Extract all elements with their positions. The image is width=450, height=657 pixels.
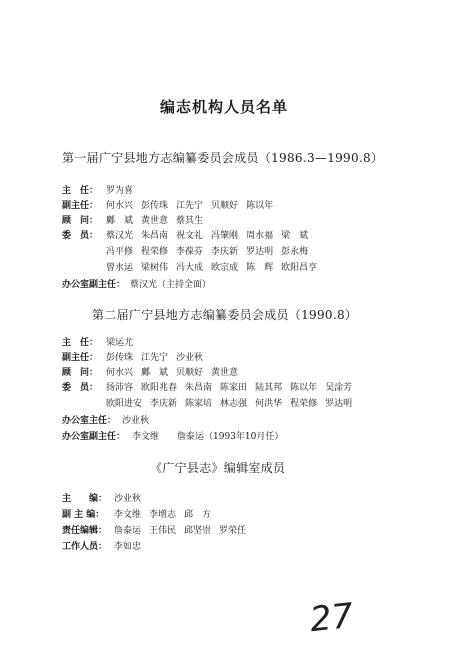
name: 陈 辉 — [246, 263, 274, 273]
name: 梁树伟 — [141, 263, 169, 273]
name: 冯肇刚 — [211, 231, 239, 241]
second-office-zr-label: 办公室主任： — [62, 416, 117, 426]
name: 沙业秋 — [176, 353, 204, 363]
name: 梁 斌 — [281, 231, 309, 241]
zhubian-label: 主 编： — [62, 494, 108, 504]
zhubian-name: 沙业秋 — [114, 494, 142, 504]
name: 欧阳昌亨 — [281, 263, 318, 273]
name: 李葆芬 — [176, 247, 204, 257]
second-fu-label: 副主任： — [62, 353, 99, 363]
name: 陈以年 — [246, 201, 274, 211]
name: 陈家培 — [185, 399, 213, 409]
gongzuo-label: 工作人员： — [62, 542, 108, 552]
first-weiyuan-names-3 — [106, 264, 325, 273]
name: 吴涂芳 — [325, 383, 353, 393]
first-office-name: 蔡汉光（主持全面） — [130, 280, 212, 290]
name: 黄世意 — [141, 216, 169, 226]
name: 邱坚崇 — [184, 526, 212, 536]
first-zhuren-label: 主 任： — [62, 186, 99, 196]
first-fu-names — [106, 202, 281, 211]
second-guwen-names — [106, 369, 246, 378]
name: 周水福 — [246, 231, 274, 241]
name: 曾水运 — [106, 263, 134, 273]
second-office-fu-label: 办公室副主任： — [62, 432, 126, 442]
gongzuo-name: 李如忠 — [114, 542, 142, 552]
name: 贝顺好 — [176, 368, 204, 378]
name: 欧阳进安 — [106, 399, 143, 409]
second-zhuren-name: 梁运尤 — [106, 338, 134, 348]
first-office-label: 办公室副主任： — [62, 280, 126, 290]
name: 陆其邦 — [255, 383, 283, 393]
name: 罗荣任 — [219, 526, 247, 536]
first-weiyuan-names-1 — [106, 232, 316, 241]
first-guwen-names — [106, 217, 211, 226]
name: 李庆新 — [150, 399, 178, 409]
second-weiyuan-names-2 — [106, 400, 360, 409]
name: 何水兴 — [106, 368, 134, 378]
name: 祝文礼 — [176, 231, 204, 241]
name: 欧阳兆春 — [141, 383, 178, 393]
name: 扬沛容 — [106, 383, 134, 393]
name: 罗达明 — [246, 247, 274, 257]
name: 程荣修 — [290, 399, 318, 409]
handwritten-page-number: 27 — [308, 595, 356, 641]
zeren-names — [114, 527, 254, 536]
name: 贝顺好 — [211, 201, 239, 211]
second-weiyuan-names-1 — [106, 384, 360, 393]
name: 冯平修 — [106, 247, 134, 257]
name: 彭传珠 — [141, 201, 169, 211]
second-weiyuan-label: 委 员： — [62, 383, 99, 393]
name: 李增志 — [149, 510, 177, 520]
second-committee-heading: 第二届广宁县地方志编纂委员会成员（1990.8） — [92, 308, 358, 322]
second-guwen-label: 顾 问： — [62, 368, 99, 378]
name: 陈以年 — [290, 383, 318, 393]
name: 彭传珠 — [106, 353, 134, 363]
fuzhubian-names — [114, 511, 219, 520]
name: 黄世意 — [211, 368, 239, 378]
first-weiyuan-names-2 — [106, 248, 316, 257]
name: 蔡其生 — [176, 216, 204, 226]
name: 詹泰运 — [114, 526, 142, 536]
name: 李庆新 — [211, 247, 239, 257]
name: 江先宁 — [176, 201, 204, 211]
first-fu-label: 副主任： — [62, 201, 99, 211]
first-guwen-label: 顾 问： — [62, 216, 99, 226]
name: 鄺 斌 — [106, 216, 134, 226]
name: 何洪华 — [255, 399, 283, 409]
name: 鄺 斌 — [141, 368, 169, 378]
name: 程荣修 — [141, 247, 169, 257]
name: 蔡汉光 — [106, 231, 134, 241]
name: 邱 方 — [184, 510, 212, 520]
second-zhuren-label: 主 任： — [62, 338, 99, 348]
name: 罗达明 — [325, 399, 353, 409]
first-weiyuan-label: 委 员： — [62, 231, 99, 241]
name: 朱昌南 — [185, 383, 213, 393]
name: 李文维 — [114, 510, 142, 520]
second-office-zr-name: 沙业秋 — [122, 416, 150, 426]
name: 何水兴 — [106, 201, 134, 211]
second-fu-names — [106, 354, 211, 363]
name: 冯大成 — [176, 263, 204, 273]
name: 欧宗成 — [211, 263, 239, 273]
editorial-heading: 《广宁县志》编辑室成员 — [150, 461, 286, 475]
name: 王伟民 — [149, 526, 177, 536]
name: 陈家田 — [220, 383, 248, 393]
zeren-label: 责任编辑： — [62, 526, 108, 536]
name: 江先宁 — [141, 353, 169, 363]
name: 朱昌南 — [141, 231, 169, 241]
first-zhuren-name: 罗为喜 — [106, 186, 134, 196]
name: 彭永梅 — [281, 247, 309, 257]
fuzhubian-label: 副 主 编： — [62, 510, 105, 520]
name: 林志强 — [220, 399, 248, 409]
page-title: 编志机构人员名单 — [160, 98, 289, 116]
first-committee-heading: 第一届广宁县地方志编纂委员会成员（1986.3—1990.8） — [62, 151, 384, 165]
second-office-fu-names: 李文维 詹泰运（1993年10月任） — [132, 432, 284, 442]
